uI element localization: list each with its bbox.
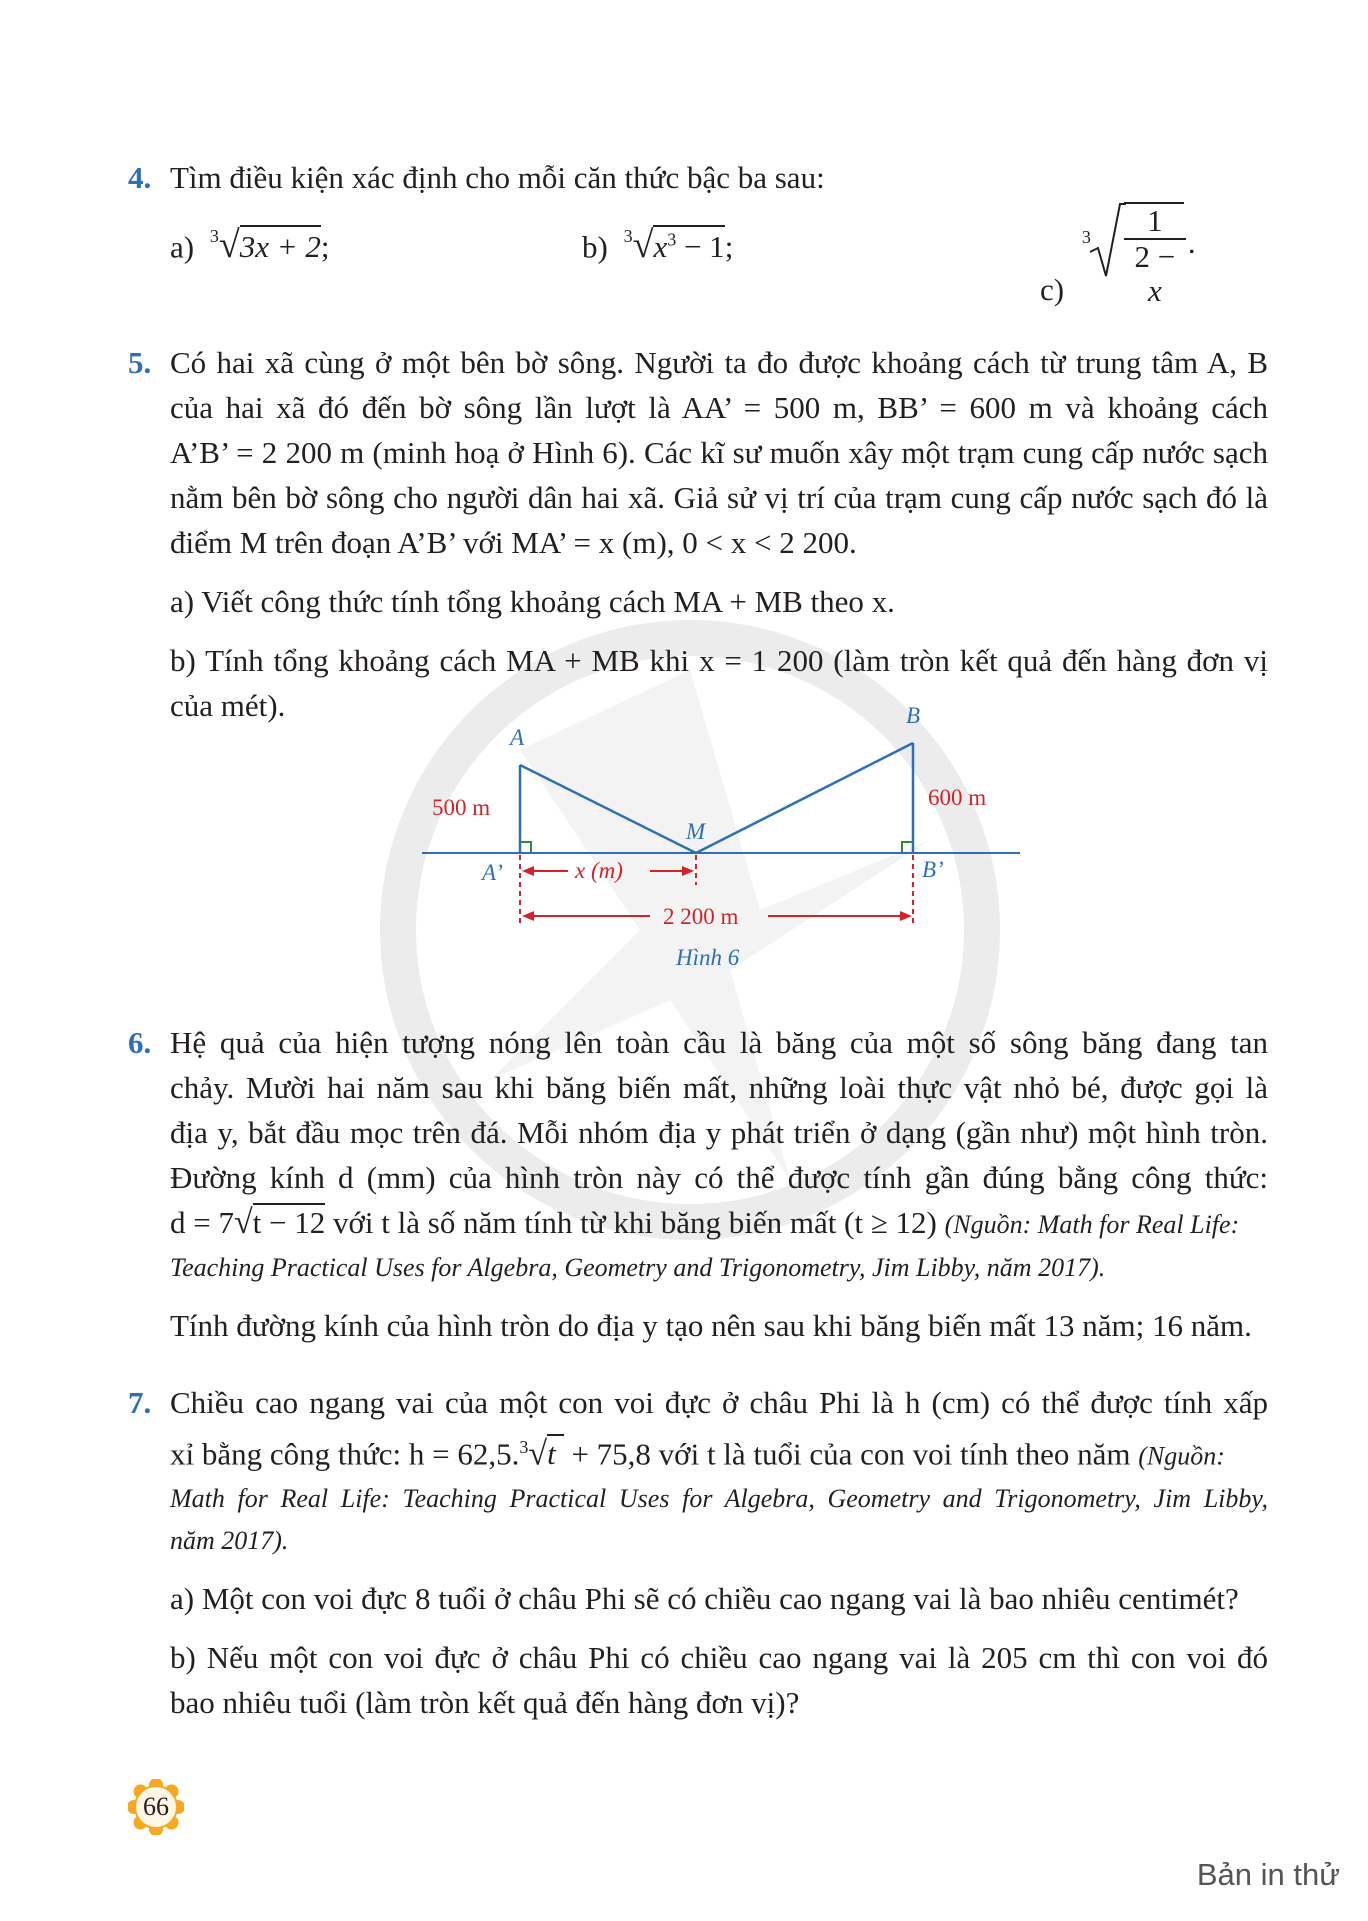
formula-line: d = 7√t − 12 với t là số năm tính từ khi băng biến mất (t ≥ 12) (Nguồn: Math for Real Life: [170, 1204, 1240, 1241]
problem-number: 7. [128, 1385, 152, 1420]
label-2200: 2 200 m [663, 904, 739, 929]
problem-number: 6. [128, 1025, 152, 1060]
problem-number: 4. [128, 160, 152, 195]
label-x: x (m) [575, 858, 623, 883]
page-number: 66 [143, 1792, 169, 1821]
problem-4 [128, 155, 1268, 308]
problem-6-text: Hệ quả của hiện tượng nóng lên toàn cầu là băng của một số sông băng đang tan chảy. Mười hai năm sau khi băng biến mất, những loài thực vật nhỏ bé, được gọi là địa y, bắt đầu mọc trên đá. Mỗi nhóm địa y phát triển ở dạng (gần như) một hình tròn. Đường kính d (mm) của hình tròn này có thể được tính gần đúng bằng công thức: d = 7√t − 12 với t là số năm tính từ khi băng biến mất (t ≥ 12) (Nguồn: Math for Real Life: Teaching Practical Uses for Algebra, Geometry and Trigonometry, Jim Libby, năm 2017). Tính đường kính của hình tròn do địa y tạo nên sau khi băng biến mất 13 năm; 16 năm. [170, 1020, 1268, 1348]
label-600: 600 m [928, 785, 987, 810]
problem-4-parts [170, 200, 1268, 308]
problem-5 [128, 340, 1268, 728]
part-b: b) $^3√x^3 - 1$; [582, 224, 734, 267]
label-A: A [510, 725, 525, 750]
figure-6 [410, 705, 1030, 995]
question: Tính đường kính của hình tròn do địa y tạo nên sau khi băng biến mất 13 năm; 16 năm. [170, 1308, 1252, 1343]
part-b: b) Nếu một con voi đực ở châu Phi có chiều cao ngang vai là 205 cm thì con voi đó [170, 1640, 1268, 1676]
problem-7-text: Chiều cao ngang vai của một con voi đực ở châu Phi là h (cm) có thể được tính xấp xỉ bằng công thức: h = 62,5.$^3$√t + 75,8 với t là tuổi của con voi tính theo năm (Nguồn: Math for Real Life: Teaching Practical Uses for Algebra, Geometry and Trigonometry, Jim Libby, năm 2017). a) Một con voi đực 8 tuổi ở châu Phi sẽ có chiều cao ngang vai là bao nhiêu centimét? b) Nếu một con voi đực ở châu Phi có chiều cao ngang vai là 205 cm thì con voi đó bao nhiêu tuổi (làm tròn kết quả đến hàng đơn vị)? [170, 1385, 1268, 1721]
right-angle-A [520, 842, 531, 853]
problem-number: 5. [128, 345, 152, 380]
label-B: B [906, 705, 921, 728]
label-500: 500 m [432, 795, 491, 820]
label-M: M [686, 819, 706, 844]
problem-7 [128, 1380, 1268, 1725]
part-c: c) 3 1 2 − x . [1040, 203, 1196, 308]
part-b: b) Tính tổng khoảng cách MA + MB khi x = 1 200 (làm tròn kết quả đến hàng đơn vị [170, 643, 1268, 678]
path-AMB [520, 743, 913, 853]
problem-text: Tìm điều kiện xác định cho mỗi căn thức bậc ba sau: [170, 160, 825, 195]
part-a: a) $^3$√3x + 2; [170, 224, 330, 267]
label-B-prime: B’ [922, 857, 944, 882]
formula-line: xỉ bằng công thức: h = 62,5.$^3$√t + 75,8 với t là tuổi của con voi tính theo năm (Nguồn: [170, 1435, 1225, 1473]
figure-caption: Hình 6 [676, 945, 740, 970]
label-A-prime: A’ [482, 860, 503, 885]
right-angle-B [902, 842, 913, 853]
problem-5-text: Có hai xã cùng ở một bên bờ sông. Người ta đo được khoảng cách từ trung tâm A, B của hai xã đó đến bờ sông lần lượt là AA’ = 500 m, BB’ = 600 m và khoảng cách A’B’ = 2 200 m (minh hoạ ở Hình 6). Các kĩ sư muốn xây một trạm cung cấp nước sạch nằm bên bờ sông cho người dân hai xã. Giả sử vị trí của trạm cung cấp nước sạch đó là điểm M trên đoạn A’B’ với MA’ = x (m), 0 < x < 2 200. a) Viết công thức tính tổng khoảng cách MA + MB theo x. b) Tính tổng khoảng cách MA + MB khi x = 1 200 (làm tròn kết quả đến hàng đơn vị của mét). [170, 345, 1268, 723]
part-a: a) Một con voi đực 8 tuổi ở châu Phi sẽ có chiều cao ngang vai là bao nhiêu centimét? [170, 1581, 1239, 1617]
draft-label: Bản in thử [1196, 1857, 1340, 1892]
problem-6 [128, 1020, 1268, 1348]
part-a: a) Viết công thức tính tổng khoảng cách MA + MB theo x. [170, 584, 895, 619]
